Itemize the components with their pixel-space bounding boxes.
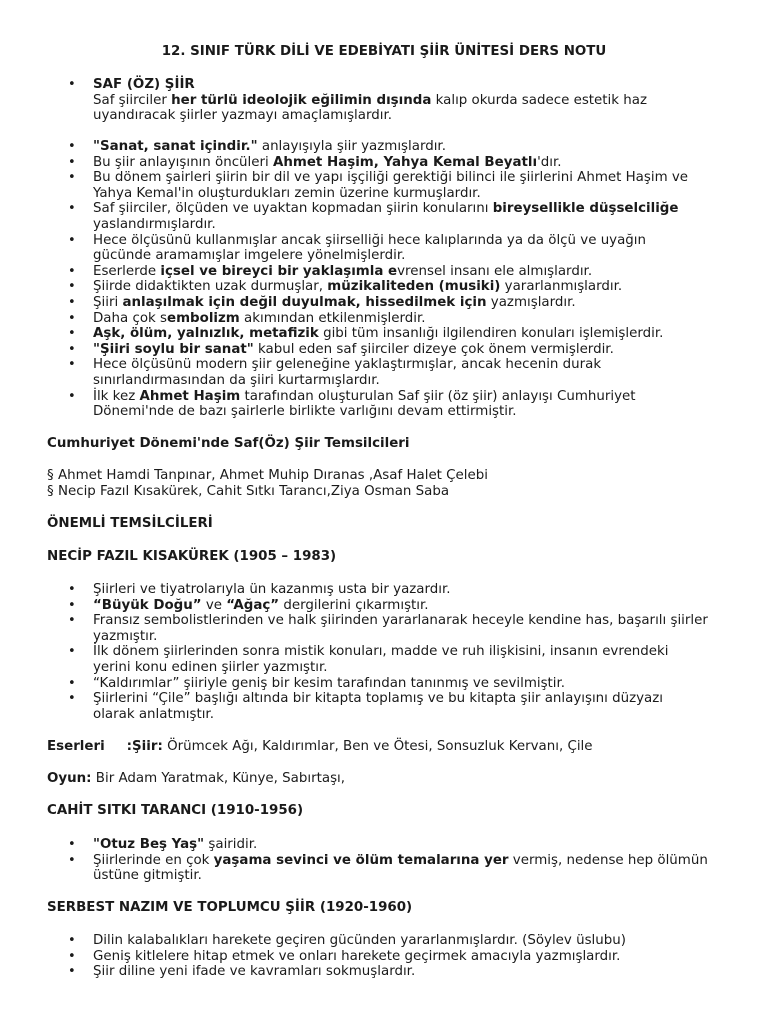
list-item: • Aşk, ölüm, yalnızlık, metafizik gibi tüm insanlığı ilgilendiren konuları işlemişlerdir.: [93, 326, 708, 342]
list-item: • Şiirlerini “Çile” başlığı altında bir kitapta toplamış ve bu kitapta şiir anlayışını düzyazı olarak anlatmıştır.: [93, 691, 708, 722]
list-item: • “Büyük Doğu” ve “Ağaç” dergilerini çıkarmıştır.: [93, 598, 708, 614]
eserler-label: Eserleri: [47, 739, 105, 754]
section-heading-cahit: CAHİT SITKI TARANCI (1910-1956): [47, 803, 304, 818]
list-item: • Saf şiirciler, ölçüden ve uyaktan kopmadan şiirin konularını bireysellikle düşselciliğe yaslandırmışlardır.: [93, 201, 708, 232]
list-item: • Geniş kitlelere hitap etmek ve onları harekete geçirmek amacıyla yazmışlardır.: [93, 949, 708, 965]
list-item: • Şiirde didaktikten uzak durmuşlar, müzikaliteden (musiki) yararlanmışlardır.: [93, 279, 708, 295]
section-heading-necip: NECİP FAZIL KISAKÜREK (1905 – 1983): [47, 549, 337, 564]
list-item: • Şiirleri ve tiyatrolarıyla ün kazanmış usta bir yazardır.: [93, 582, 708, 598]
section-heading-serbest: SERBEST NAZIM VE TOPLUMCU ŞİİR (1920-1960): [47, 900, 413, 915]
saf-intro-list: [93, 77, 708, 124]
serbest-list: [93, 933, 708, 980]
list-item: • Hece ölçüsünü modern şiir geleneğine yaklaştırmışlar, ancak hecenin durak sınırlandırmasından da şiiri kurtarmışlardır.: [93, 357, 708, 388]
list-item: • Bu şiir anlayışının öncüleri Ahmet Haşim, Yahya Kemal Beyatlı'dır.: [93, 155, 708, 171]
list-item: • Daha çok sembolizm akımından etkilenmişlerdir.: [93, 311, 708, 327]
section-heading-temsilciler: Cumhuriyet Dönemi'nde Saf(Öz) Şiir Temsilcileri: [47, 436, 410, 451]
oyun-line: Oyun: Bir Adam Yaratmak, Künye, Sabırtaşı,: [47, 771, 346, 786]
list-item: • Fransız sembolistlerinden ve halk şiirinden yararlanarak heceyle kendine has, başarılı şiirler yazmıştır.: [93, 613, 708, 644]
list-item: • Dilin kalabalıkları harekete geçiren gücünden yararlanmışlardır. (Söylev üslubu): [93, 933, 708, 949]
eserler-line: Eserleri :Şiir: Örümcek Ağı, Kaldırımlar, Ben ve Ötesi, Sonsuzluk Kervanı, Çile: [47, 739, 593, 754]
list-item: • Bu dönem şairleri şiirin bir dil ve yapı işçiliği gerektiği bilinci ile şiirlerini Ahmet Haşim ve Yahya Kemal'in oluşturdukları zemin üzerine kurmuşlardır.: [93, 170, 708, 201]
list-item: • "Otuz Beş Yaş" şairidir.: [93, 837, 708, 853]
section-heading-saf: SAF (ÖZ) ŞİİR: [93, 77, 195, 92]
list-item: • "Şiiri soylu bir sanat" kabul eden saf şiirciler dizeye çok önem vermişlerdir.: [93, 342, 708, 358]
section-heading-onemli: ÖNEMLİ TEMSİLCİLERİ: [47, 516, 213, 531]
oyun-label: Oyun:: [47, 771, 92, 786]
saf-features-list: [93, 139, 708, 420]
list-item: • Hece ölçüsünü kullanmışlar ancak şiirselliği hece kalıplarında ya da ölçü ve uyağın gücünde aramamışlar imgelere yönelmişlerdir.: [93, 233, 708, 264]
necip-list: [93, 582, 708, 722]
list-item: • İlk kez Ahmet Haşim tarafından oluşturulan Saf şiir (öz şiir) anlayışı Cumhuriyet Dönemi'nde de bazı şairlerle birlikte varlığını devam ettirmiştir.: [93, 389, 708, 420]
list-item: • "Sanat, sanat içindir." anlayışıyla şiir yazmışlardır.: [93, 139, 708, 155]
list-item: • Şiir diline yeni ifade ve kavramları sokmuşlardır.: [93, 964, 708, 980]
list-item: • Eserlerde içsel ve bireyci bir yaklaşımla evrensel insanı ele almışlardır.: [93, 264, 708, 280]
temsilciler-line-2: § Necip Fazıl Kısakürek, Cahit Sıtkı Tarancı,Ziya Osman Saba: [47, 484, 450, 499]
page-title: 12. SINIF TÜRK DİLİ VE EDEBİYATI ŞİİR ÜNİTESİ DERS NOTU: [161, 44, 607, 59]
temsilciler-line-1: § Ahmet Hamdi Tanpınar, Ahmet Muhip Dıranas ,Asaf Halet Çelebi: [47, 468, 488, 483]
list-item: • İlk dönem şiirlerinden sonra mistik konuları, madde ve ruh ilişkisini, insanın evrendeki yerini konu edinen şiirler yazmıştır.: [93, 644, 708, 675]
list-item: • Şiiri anlaşılmak için değil duyulmak, hissedilmek için yazmışlardır.: [93, 295, 708, 311]
list-item: • “Kaldırımlar” şiiriyle geniş bir kesim tarafından tanınmış ve sevilmiştir.: [93, 676, 708, 692]
list-item: • SAF (ÖZ) ŞİİR Saf şiirciler her türlü ideolojik eğilimin dışında kalıp okurda sadece estetik haz uyandıracak şiirler yazmayı amaçlamışlardır.: [93, 77, 708, 124]
cahit-list: [93, 837, 708, 884]
list-item: • Şiirlerinde en çok yaşama sevinci ve ölüm temalarına yer vermiş, nedense hep ölümün üstüne gitmiştir.: [93, 853, 708, 884]
